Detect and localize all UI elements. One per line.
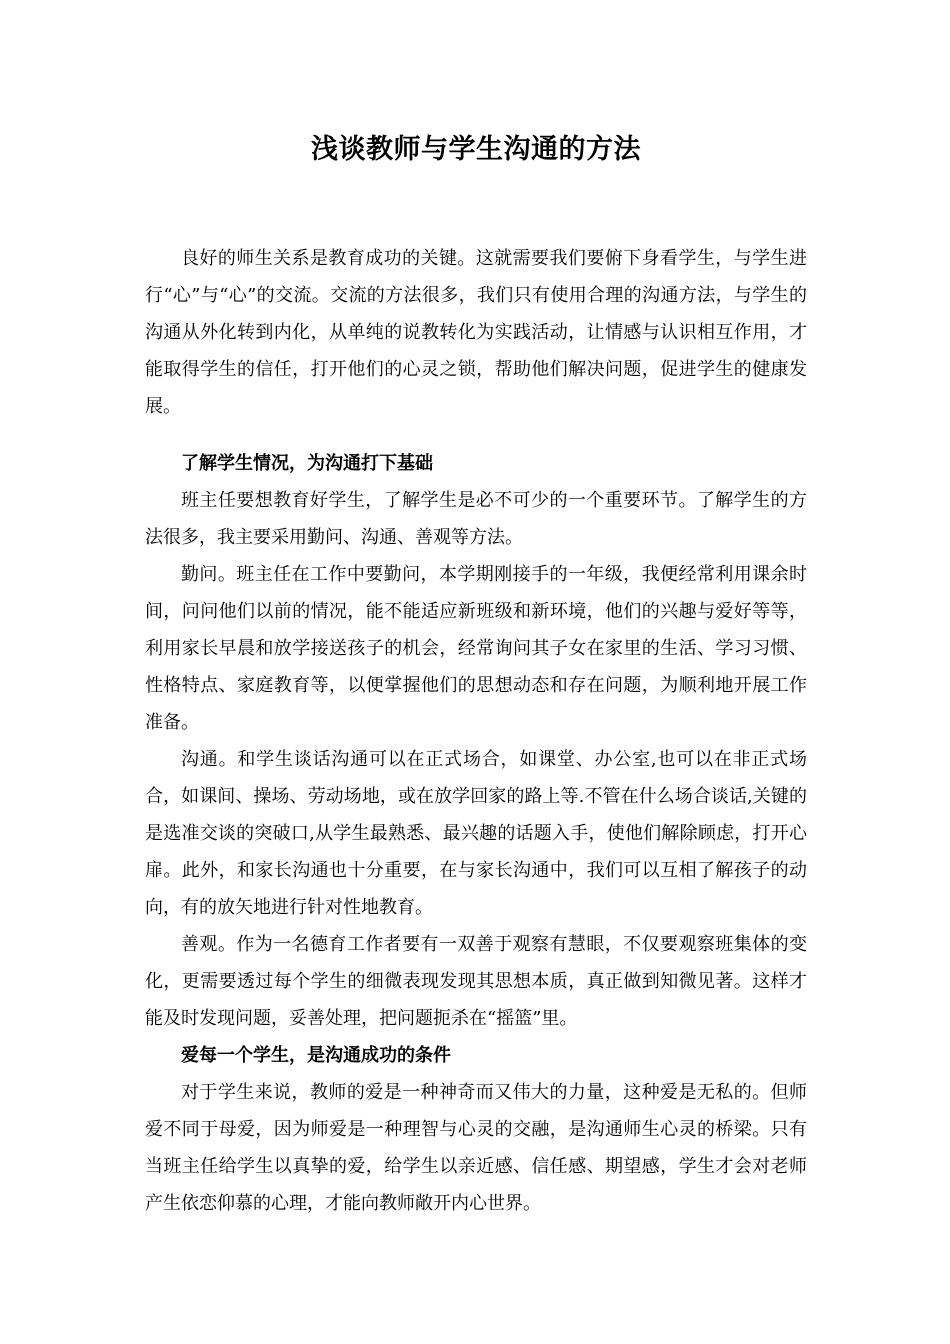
body-paragraph: 班主任要想教育好学生，了解学生是必不可少的一个重要环节。了解学生的方法很多，我主要采用勤问、沟通、善观等方法。 — [145, 490, 807, 548]
body-paragraph: 善观。作为一名德育工作者要有一双善于观察有慧眼，不仅要观察班集体的变化，更需要透过每个学生的细微表现发现其思想本质，真正做到知微见著。这样才能及时发现问题，妥善处理，把问题扼杀在“摇篮”里。 — [145, 934, 807, 1029]
document-body — [145, 128, 807, 1222]
section-heading-love-students: 爱每一个学生，是沟通成功的条件 — [181, 1045, 451, 1066]
body-paragraph: 沟通。和学生谈话沟通可以在正式场合，如课堂、办公室,也可以在非正式场合，如课间、操场、劳动场地，或在放学回家的路上等.不管在什么场合谈话,关键的是选准交谈的突破口,从学生最熟悉、最兴趣的话题入手，使他们解除顾虑，打开心扉。此外，和家长沟通也十分重要，在与家长沟通中，我们可以互相了解孩子的动向，有的放矢地进行针对性地教育。 — [145, 749, 807, 918]
intro-paragraph: 良好的师生关系是教育成功的关键。这就需要我们要俯下身看学生，与学生进行“心”与“心”的交流。交流的方法很多，我们只有使用合理的沟通方法，与学生的沟通从外化转到内化，从单纯的说教转化为实践活动，让情感与认识相互作用，才能取得学生的信任，打开他们的心灵之锁，帮助他们解决问题，促进学生的健康发展。 — [145, 248, 807, 417]
body-paragraph: 对于学生来说，教师的爱是一种神奇而又伟大的力量，这种爱是无私的。但师爱不同于母爱，因为师爱是一种理智与心灵的交融，是沟通师生心灵的桥梁。只有当班主任给学生以真挚的爱，给学生以亲近感、信任感、期望感，学生才会对老师产生依恋仰慕的心理，才能向教师敞开内心世界。 — [145, 1082, 807, 1214]
body-paragraph: 勤问。班主任在工作中要勤问，本学期刚接手的一年级，我便经常利用课余时间，问问他们以前的情况，能不能适应新班级和新环境，他们的兴趣与爱好等等，利用家长早晨和放学接送孩子的机会，经常询问其子女在家里的生活、学习习惯、性格特点、家庭教育等，以便掌握他们的思想动态和存在问题，为顺利地开展工作准备。 — [145, 564, 807, 733]
document-title: 浅谈教师与学生沟通的方法 — [311, 134, 641, 165]
section-spacer — [145, 425, 807, 445]
section-heading-understand-students: 了解学生情况，为沟通打下基础 — [181, 453, 433, 474]
